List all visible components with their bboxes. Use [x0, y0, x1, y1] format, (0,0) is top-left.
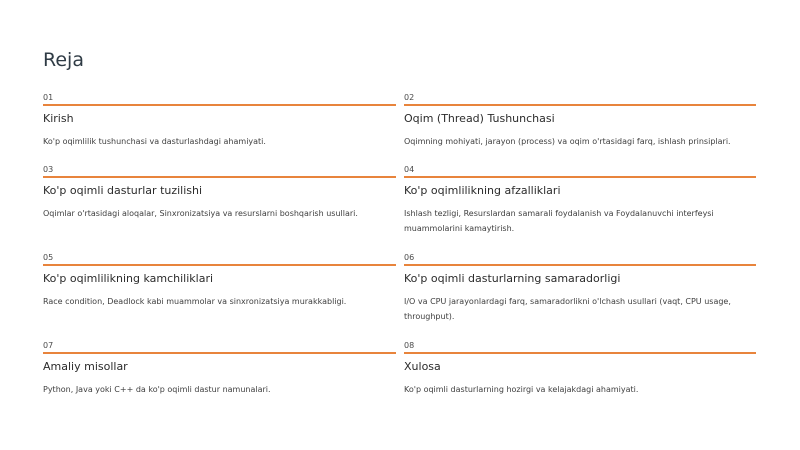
agenda-item-number: 06: [404, 253, 756, 266]
agenda-item-01: [43, 93, 396, 165]
agenda-item-number: 08: [404, 341, 756, 354]
agenda-item-heading: Ko'p oqimlilikning afzalliklari: [404, 184, 561, 197]
agenda-item-description: Oqimning mohiyati, jarayon (process) va oqim o'rtasidagi farq, ishlash prinsiplari.: [404, 137, 731, 146]
agenda-item-number: 07: [43, 341, 396, 354]
agenda-item-heading: Ko'p oqimli dasturlarning samaradorligi: [404, 272, 621, 285]
agenda-item-number: 01: [43, 93, 396, 106]
agenda-item-04: [404, 165, 756, 253]
agenda-item-number: 05: [43, 253, 396, 266]
agenda-item-heading: Xulosa: [404, 360, 441, 373]
agenda-item-07: [43, 341, 396, 401]
agenda-item-heading: Kirish: [43, 112, 74, 125]
agenda-item-number: 04: [404, 165, 756, 178]
agenda-item-description: I/O va CPU jarayonlardagi farq, samaradorlikni o'lchash usullari (vaqt, CPU usage, throughput).: [404, 297, 731, 321]
agenda-grid: [43, 93, 756, 401]
agenda-item-heading: Oqim (Thread) Tushunchasi: [404, 112, 555, 125]
agenda-item-description: Oqimlar o'rtasidagi aloqalar, Sinxronizatsiya va resurslarni boshqarish usullari.: [43, 209, 358, 218]
agenda-item-description: Python, Java yoki C++ da ko'p oqimli dastur namunalari.: [43, 385, 271, 394]
agenda-item-description: Ko'p oqimlilik tushunchasi va dasturlashdagi ahamiyati.: [43, 137, 266, 146]
agenda-item-number: 03: [43, 165, 396, 178]
agenda-item-06: [404, 253, 756, 341]
agenda-item-number: 02: [404, 93, 756, 106]
agenda-item-heading: Amaliy misollar: [43, 360, 128, 373]
agenda-item-heading: Ko'p oqimli dasturlar tuzilishi: [43, 184, 203, 197]
slide-title: Reja: [43, 49, 84, 71]
agenda-item-description: Race condition, Deadlock kabi muammolar va sinxronizatsiya murakkabligi.: [43, 297, 347, 306]
agenda-item-05: [43, 253, 396, 341]
agenda-item-description: Ishlash tezligi, Resurslardan samarali foydalanish va Foydalanuvchi interfeysi muammolarini kamaytirish.: [404, 209, 714, 233]
agenda-item-heading: Ko'p oqimlilikning kamchiliklari: [43, 272, 214, 285]
agenda-item-03: [43, 165, 396, 253]
agenda-item-08: [404, 341, 756, 401]
agenda-item-02: [404, 93, 756, 165]
agenda-item-description: Ko'p oqimli dasturlarning hozirgi va kelajakdagi ahamiyati.: [404, 385, 639, 394]
